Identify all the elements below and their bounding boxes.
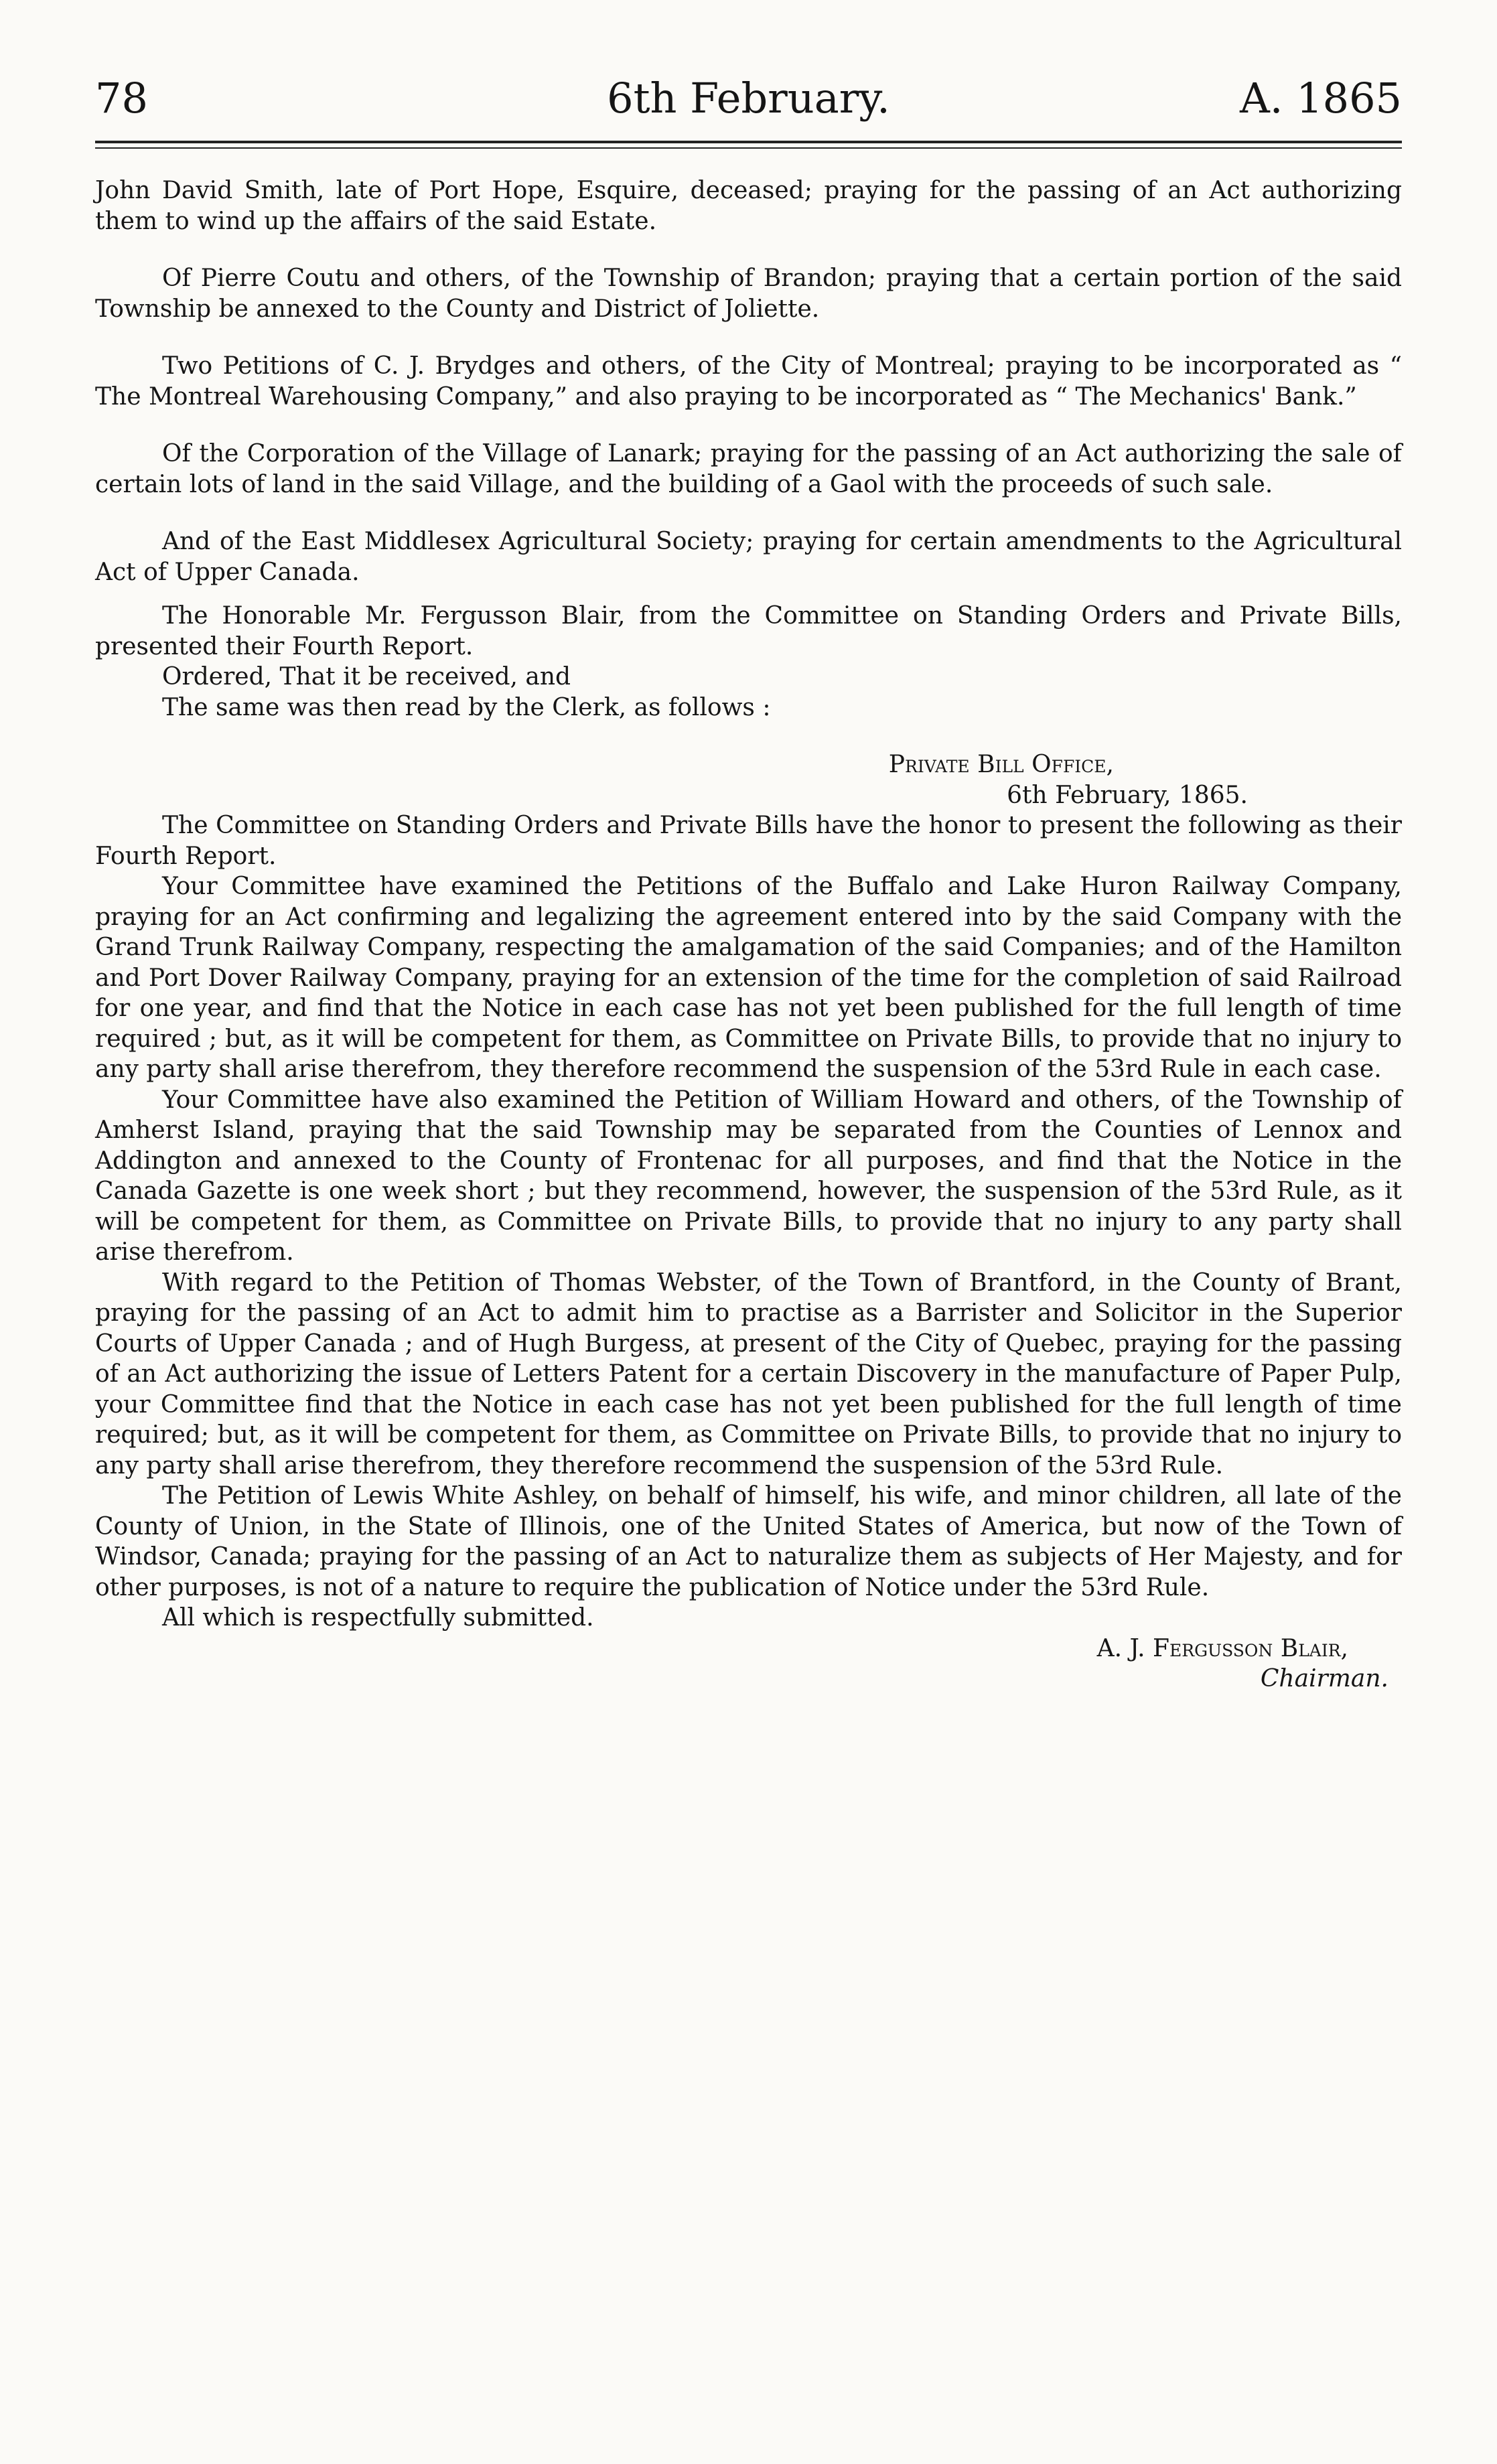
paragraph: Ordered, That it be received, and <box>162 663 571 691</box>
paragraph: The Petition of Lewis White Ashley, on behalf of himself, his wife, and minor children, all late of the County of Union, in the State of Illinois, one of the United States of America, but now of the Town of Windsor, Canada; praying for the passing of an Act to naturalize them as subjects of Her Majesty, and for other purposes, is not of a nature to require the publication of Notice under the 53rd Rule. <box>95 1482 1402 1601</box>
paragraph: All which is respectfully submitted. <box>162 1604 594 1632</box>
paragraph: John David Smith, late of Port Hope, Esquire, deceased; praying for the passing of an Act authorizing them to wind up the affairs of the said Estate. <box>95 177 1402 235</box>
paragraph: Of Pierre Coutu and others, of the Township of Brandon; praying that a certain portion of the said Township be annexed to the County and District of Joliette. <box>95 265 1402 323</box>
running-title: 6th February. <box>607 74 890 123</box>
page-header <box>95 62 1402 135</box>
paragraph: The Honorable Mr. Fergusson Blair, from the Committee on Standing Orders and Private Bills, presented their Fourth Report. <box>95 602 1402 660</box>
paragraph: Your Committee have examined the Petitions of the Buffalo and Lake Huron Railway Company, praying for an Act confirming and legalizing the agreement entered into by the said Company with the Grand Trunk Railway Company, respecting the amalgamation of the said Companies; and of the Hamilton and Port Dover Railway Company, praying for an extension of the time for the completion of said Railroad for one year, and find that the Notice in each case has not yet been published for the full length of time required ; but, as it will be competent for them, as Committee on Private Bills, to provide that no injury to any party shall arise therefrom, they therefore recommend the suspension of the 53rd Rule in each case. <box>95 873 1402 1083</box>
year-label: A. 1865 <box>1240 74 1402 123</box>
paragraph: And of the East Middlesex Agricultural Society; praying for certain amendments to the Agricultural Act of Upper Canada. <box>95 528 1402 586</box>
header-rule-thin <box>95 147 1402 149</box>
paragraph: Your Committee have also examined the Petition of William Howard and others, of the Township of Amherst Island, praying that the said Township may be separated from the Counties of Lennox and Addington and annexed to the County of Frontenac for all purposes, and find that the Notice in the Canada Gazette is one week short ; but they recommend, however, the suspension of the 53rd Rule, as it will be competent for them, as Committee on Private Bills, to provide that no injury to any party shall arise therefrom. <box>95 1086 1402 1266</box>
paragraph: The same was then read by the Clerk, as follows : <box>162 693 771 721</box>
paragraph: Of the Corporation of the Village of Lanark; praying for the passing of an Act authorizing the sale of certain lots of land in the said Village, and the building of a Gaol with the proceeds of such sale. <box>95 440 1402 498</box>
paragraph: With regard to the Petition of Thomas Webster, of the Town of Brantford, in the County of Brant, praying for the passing of an Act to admit him to practise as a Barrister and Solicitor in the Superior Courts of Upper Canada ; and of Hugh Burgess, at present of the City of Quebec, praying for the passing of an Act authorizing the issue of Letters Patent for a certain Discovery in the manufacture of Paper Pulp, your Committee find that the Notice in each case has not yet been published for the full length of time required; but, as it will be competent for them, as Committee on Private Bills, to provide that no injury to any party shall arise therefrom, they therefore recommend the suspension of the 53rd Rule. <box>95 1269 1402 1479</box>
signature: A. J. Fergusson Blair, <box>1096 1634 1348 1662</box>
paragraph: The Committee on Standing Orders and Private Bills have the honor to present the following as their Fourth Report. <box>95 812 1402 870</box>
header-rule-thick <box>95 141 1402 143</box>
page-number: 78 <box>95 74 148 123</box>
report-date: 6th February, 1865. <box>1007 781 1248 809</box>
signature-title: Chairman. <box>1260 1665 1388 1692</box>
paragraph: Two Petitions of C. J. Brydges and others, of the City of Montreal; praying to be incorporated as “ The Montreal Warehousing Company,” and also praying to be incorporated as “ The Mechanics' Bank.” <box>95 352 1402 411</box>
journal-body <box>95 175 1402 1694</box>
office-heading: Private Bill Office, <box>888 751 1114 778</box>
